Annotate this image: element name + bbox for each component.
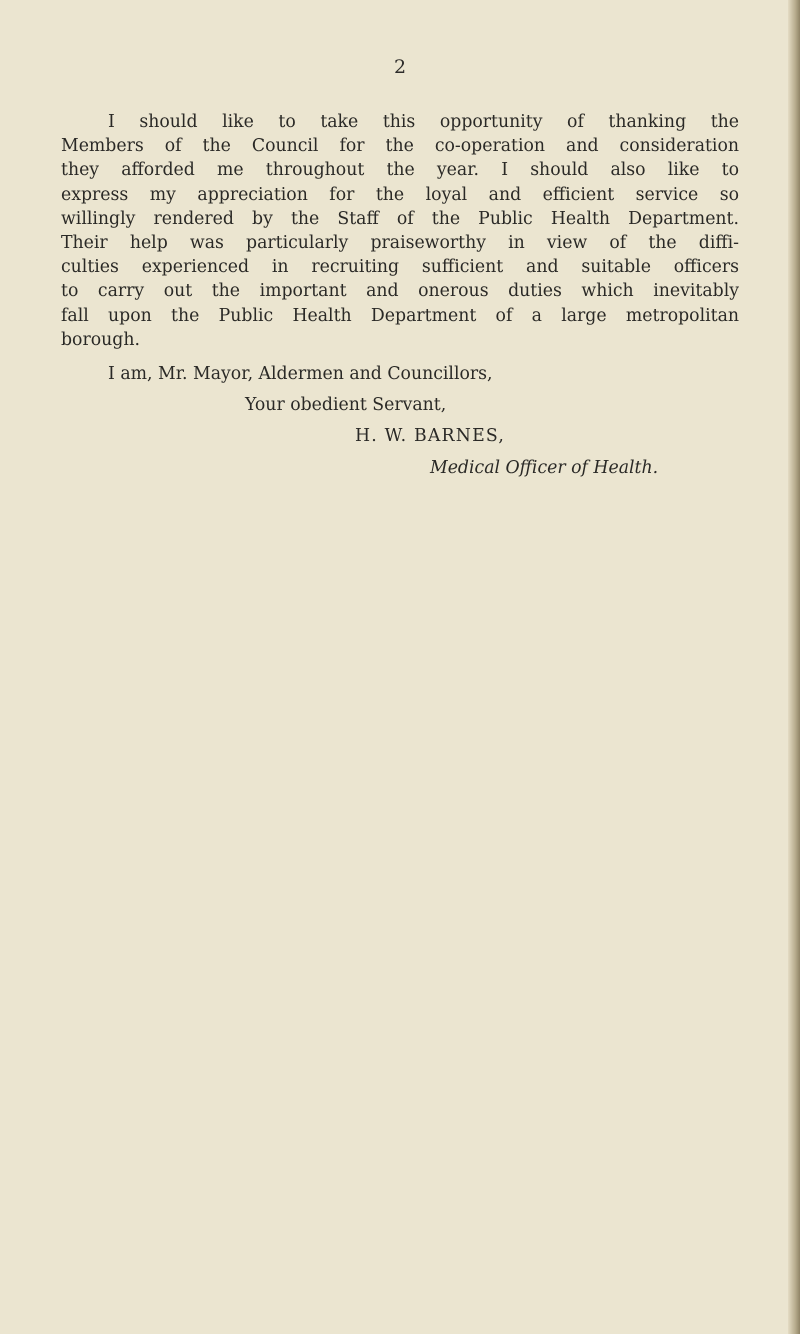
body-line: Members of the Council for the co-operation and consideration [61, 136, 739, 157]
body-line: to carry out the important and onerous duties which inevitably [61, 281, 739, 302]
closing-salutation: I am, Mr. Mayor, Aldermen and Councillors, [108, 364, 493, 384]
closing-servant: Your obedient Servant, [245, 395, 447, 415]
body-line: I should like to take this opportunity of thanking the [108, 112, 739, 132]
body-line: fall upon the Public Health Department of a large metropolitan [61, 305, 739, 326]
page-number: 2 [393, 56, 407, 78]
body-line: express my appreciation for the loyal and efficient service so [61, 184, 739, 205]
closing-title: Medical Officer of Health. [430, 458, 659, 478]
closing-signature: H. W. BARNES, [355, 426, 506, 446]
body-line: Their help was particularly praiseworthy in view of the diffi- [61, 232, 739, 253]
body-line: culties experienced in recruiting sufficient and suitable officers [61, 257, 739, 278]
body-line: they afforded me throughout the year. I should also like to [61, 160, 739, 181]
body-paragraph [61, 110, 739, 352]
body-line: borough. [61, 329, 140, 350]
body-line: willingly rendered by the Staff of the Public Health Department. [61, 208, 739, 229]
page-edge-shadow [788, 0, 800, 1334]
